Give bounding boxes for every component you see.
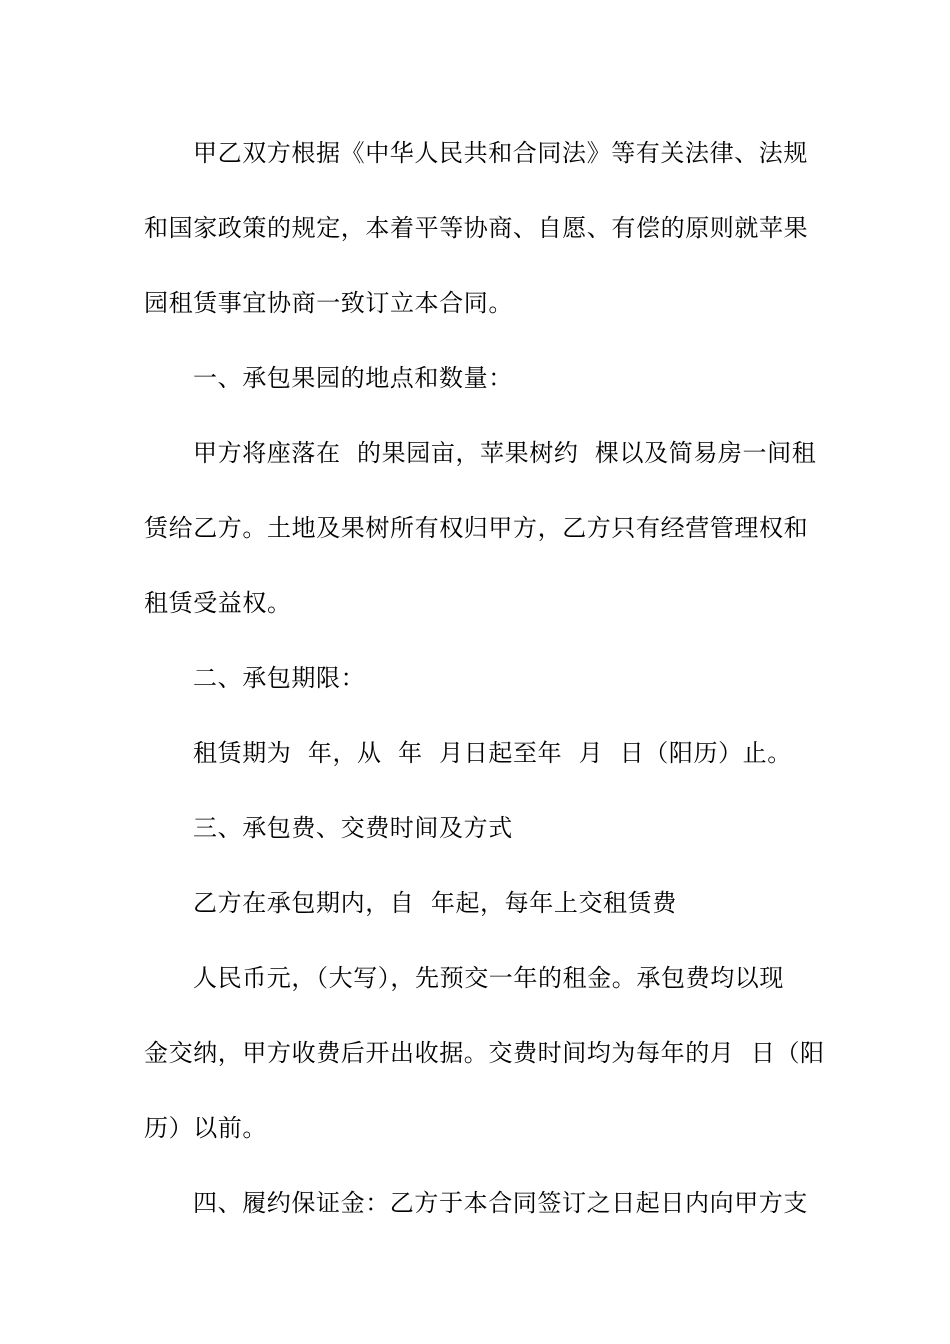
paragraph-line: 园租赁事宜协商一致订立本合同。 [144, 289, 513, 317]
section-heading: 三、承包费、交费时间及方式 [193, 814, 513, 842]
paragraph-line: 甲方将座落在 的果园亩，苹果树约 棵以及简易房一间租 [193, 439, 817, 467]
section-heading: 一、承包果园的地点和数量： [193, 364, 513, 392]
paragraph-line: 历）以前。 [144, 1114, 267, 1142]
paragraph-line: 人民币元，（大写），先预交一年的租金。承包费均以现 [193, 964, 784, 992]
section-heading: 二、承包期限： [193, 664, 366, 692]
paragraph-line: 甲乙双方根据《中华人民共和合同法》等有关法律、法规 [193, 139, 808, 167]
paragraph-line: 和国家政策的规定，本着平等协商、自愿、有偿的原则就苹果 [144, 214, 809, 242]
paragraph-line: 租赁期为 年，从 年 月日起至年 月 日（阳历）止。 [193, 739, 792, 767]
paragraph-line: 乙方在承包期内，自 年起，每年上交租赁费 [193, 889, 677, 917]
paragraph-line: 租赁受益权。 [144, 589, 292, 617]
paragraph-line: 赁给乙方。土地及果树所有权归甲方，乙方只有经营管理权和 [144, 514, 809, 542]
section-heading: 四、履约保证金：乙方于本合同签订之日起日内向甲方支 [193, 1189, 808, 1217]
paragraph-line: 金交纳，甲方收费后开出收据。交费时间均为每年的月 日（阳 [144, 1039, 825, 1067]
